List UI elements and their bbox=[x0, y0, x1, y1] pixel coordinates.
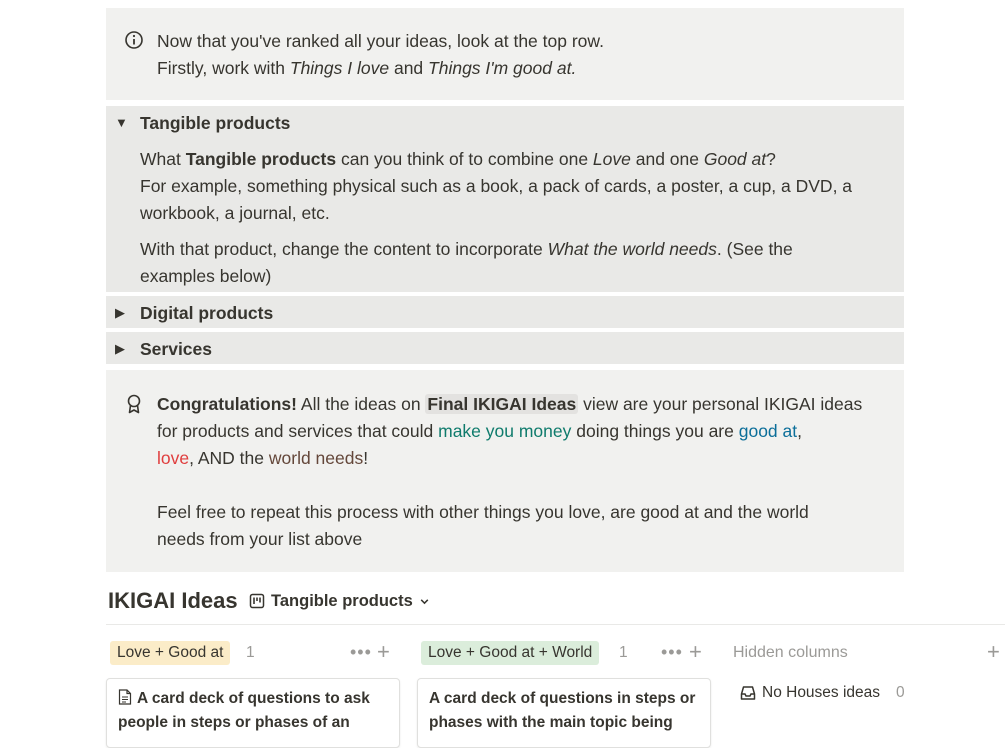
info-line1: Now that you've ranked all your ideas, look at the top row. bbox=[157, 31, 604, 51]
congrats-t2: view are your personal IKIGAI ideas bbox=[578, 394, 863, 414]
more-options-icon[interactable]: ••• bbox=[661, 642, 683, 662]
page-icon bbox=[118, 689, 132, 705]
info-em-love: Things I love bbox=[289, 58, 390, 78]
award-ribbon-icon bbox=[124, 394, 144, 414]
congrats-t6: , AND the bbox=[189, 448, 269, 468]
hidden-columns-label: Hidden columns bbox=[733, 644, 848, 661]
info-line2-mid: and bbox=[389, 58, 429, 78]
toggle-title[interactable]: Tangible products bbox=[140, 113, 291, 133]
congrats-line1 bbox=[157, 391, 884, 418]
toggle-p1-line2: For example, something physical such as a book, a pack of cards, a poster, a cup, a DVD, a bbox=[140, 176, 853, 196]
database-title[interactable]: IKIGAI Ideas bbox=[108, 588, 238, 613]
congrats-bold: Congratulations! bbox=[157, 394, 297, 414]
board-view-icon bbox=[249, 593, 265, 609]
view-switcher[interactable] bbox=[249, 590, 430, 612]
p1-c: can you think of to combine one bbox=[336, 149, 593, 169]
column-count: 1 bbox=[246, 644, 255, 661]
congrats-t1: All the ideas on bbox=[297, 394, 426, 414]
spacer bbox=[157, 472, 884, 499]
make-money-text: make you money bbox=[438, 421, 572, 441]
p1-g: ? bbox=[766, 149, 776, 169]
database-divider bbox=[106, 624, 1005, 625]
more-options-icon[interactable]: ••• bbox=[350, 642, 372, 662]
card-line2: phases with the main topic being bbox=[429, 714, 673, 731]
p2-b: What the world needs bbox=[547, 239, 717, 259]
toggle-p2-line2: examples below) bbox=[140, 266, 272, 286]
congrats-callout bbox=[106, 370, 904, 572]
add-group-icon[interactable]: + bbox=[987, 639, 1000, 664]
toggle-title[interactable]: Services bbox=[140, 339, 213, 359]
view-name: Tangible products bbox=[271, 592, 413, 610]
toggle-p2-line1 bbox=[140, 236, 890, 263]
column-tag-love-good-at[interactable]: Love + Good at bbox=[110, 641, 230, 665]
card-title bbox=[118, 687, 391, 735]
card-line2: people in steps or phases of an bbox=[118, 714, 350, 731]
chevron-down-icon bbox=[419, 596, 430, 607]
congrats-t7: ! bbox=[363, 448, 369, 468]
good-at-text: good at bbox=[738, 421, 798, 441]
inbox-tray-icon bbox=[740, 685, 756, 701]
p2-c: . (See the bbox=[716, 239, 793, 259]
column-count: 1 bbox=[619, 644, 628, 661]
toggle-p1-line1 bbox=[140, 146, 890, 173]
hidden-column-no-houses[interactable] bbox=[740, 682, 905, 704]
toggle-closed-triangle-icon[interactable]: ▶ bbox=[115, 341, 125, 356]
congrats-p2-line2: needs from your list above bbox=[157, 529, 363, 549]
toggle-paragraph-1 bbox=[140, 146, 890, 227]
congrats-text bbox=[157, 391, 884, 553]
add-card-icon[interactable]: + bbox=[377, 639, 390, 664]
p1-b: Tangible products bbox=[185, 149, 337, 169]
congrats-t5: , bbox=[797, 421, 802, 441]
toggle-body bbox=[140, 146, 890, 290]
congrats-t3: for products and services that could bbox=[157, 421, 439, 441]
toggle-digital-products[interactable] bbox=[106, 296, 904, 328]
congrats-p2-line1: Feel free to repeat this process with other things you love, are good at and the world bbox=[157, 502, 809, 522]
add-card-icon[interactable]: + bbox=[689, 639, 702, 664]
congrats-line3 bbox=[157, 445, 884, 472]
p1-f: Good at bbox=[703, 149, 767, 169]
info-line2-prefix: Firstly, work with bbox=[157, 58, 290, 78]
toggle-tangible-products bbox=[106, 106, 904, 292]
toggle-open-triangle-icon[interactable]: ▼ bbox=[115, 115, 128, 130]
p1-a: What bbox=[140, 149, 186, 169]
toggle-title[interactable]: Digital products bbox=[140, 303, 274, 323]
info-circle-icon bbox=[124, 30, 144, 50]
info-em-good: Things I'm good at. bbox=[428, 58, 577, 78]
hidden-item-count: 0 bbox=[896, 684, 905, 701]
congrats-line2 bbox=[157, 418, 884, 445]
world-needs-text: world needs bbox=[268, 448, 364, 468]
final-ikigai-ideas-highlight: Final IKIGAI Ideas bbox=[427, 394, 577, 414]
toggle-services[interactable] bbox=[106, 332, 904, 364]
info-callout bbox=[106, 8, 904, 100]
column-tag-love-good-at-world[interactable]: Love + Good at + World bbox=[421, 641, 599, 665]
toggle-closed-triangle-icon[interactable]: ▶ bbox=[115, 305, 125, 320]
congrats-t4: doing things you are bbox=[571, 421, 739, 441]
info-line2 bbox=[157, 55, 884, 82]
card-title bbox=[429, 687, 702, 735]
card-line1: A card deck of questions to ask bbox=[137, 690, 370, 707]
love-text: love bbox=[157, 448, 190, 468]
p1-e: and one bbox=[630, 149, 704, 169]
toggle-p1-line3: workbook, a journal, etc. bbox=[140, 203, 330, 223]
info-callout-text bbox=[157, 28, 884, 82]
p2-a: With that product, change the content to incorporate bbox=[140, 239, 548, 259]
board-card[interactable] bbox=[106, 678, 400, 748]
card-line1: A card deck of questions in steps or bbox=[429, 690, 696, 707]
p1-d: Love bbox=[592, 149, 631, 169]
toggle-paragraph-2 bbox=[140, 236, 890, 290]
board-card[interactable] bbox=[417, 678, 711, 748]
hidden-item-label: No Houses ideas bbox=[762, 684, 881, 701]
